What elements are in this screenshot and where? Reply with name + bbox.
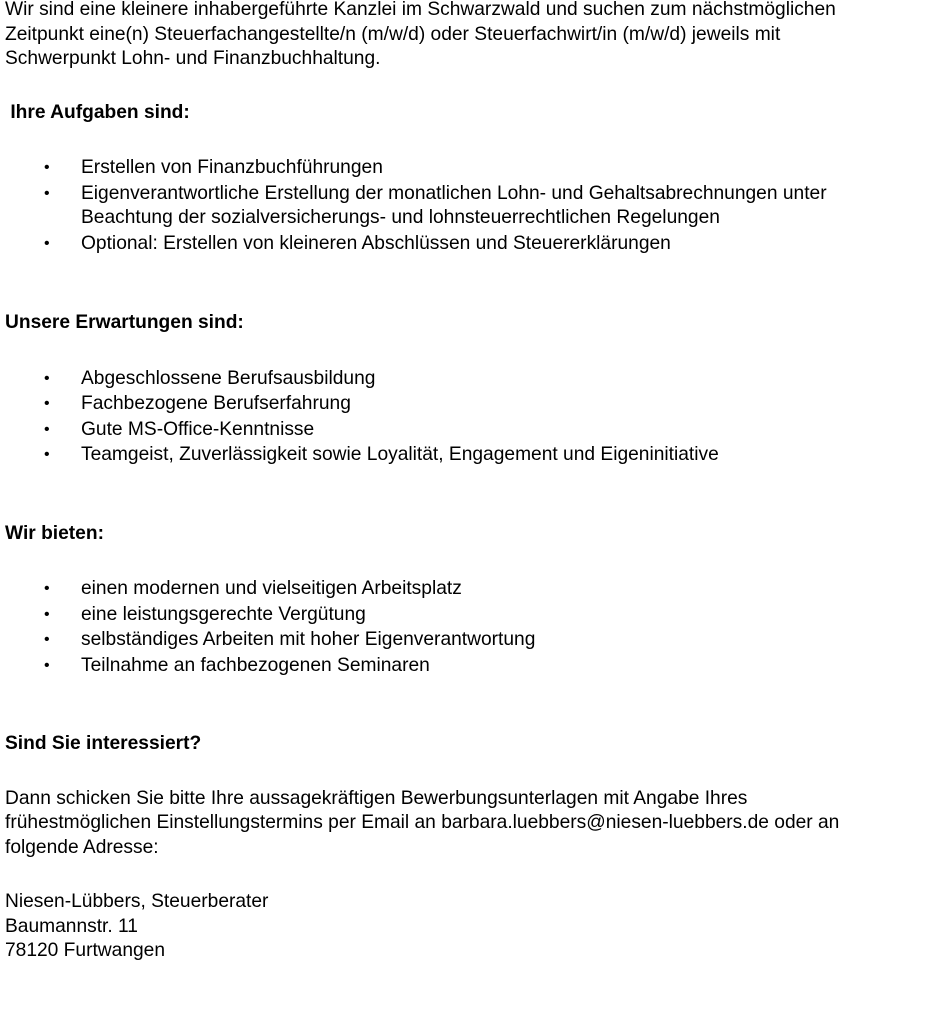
list-item-text: Optional: Erstellen von kleineren Abschlüssen und Steuererklärungen [81, 232, 671, 254]
aufgaben-list [5, 156, 930, 256]
list-item-text: einen modernen und vielseitigen Arbeitsplatz [81, 578, 462, 599]
list-item [5, 367, 930, 392]
list-item [5, 232, 930, 257]
list-item [5, 577, 930, 602]
bullet-icon: • [44, 395, 50, 412]
address-city: 78120 Furtwangen [5, 940, 166, 961]
list-item-text: Gute MS-Office-Kenntnisse [81, 418, 315, 440]
address-block [5, 890, 930, 964]
list-item [5, 418, 930, 443]
interesse-heading: Sind Sie interessiert? [5, 733, 202, 754]
intro-line: Wir sind eine kleinere inhabergeführte Kanzlei im Schwarzwald und suchen zum nächstmöglichen [5, 0, 836, 20]
list-item [5, 392, 930, 417]
list-item-text: Beachtung der sozialversicherungs- und lohnsteuerrechtlichen Regelungen [81, 207, 720, 228]
bullet-icon: • [44, 580, 50, 597]
bullet-icon: • [44, 420, 50, 438]
paragraph-line: Dann schicken Sie bitte Ihre aussagekräftigen Bewerbungsunterlagen mit Angabe Ihres [5, 787, 748, 809]
list-item-text: Abgeschlossene Berufsausbildung [81, 367, 376, 389]
aufgaben-heading: Ihre Aufgaben sind: [5, 101, 190, 123]
bieten-list [5, 577, 930, 678]
list-item-text: selbständiges Arbeiten mit hoher Eigenverantwortung [81, 629, 536, 650]
paragraph-line: frühestmöglichen Einstellungstermins per Email an barbara.luebbers@niesen-luebbers.de oder an [5, 812, 840, 833]
list-item [5, 654, 930, 679]
list-item-text: Teamgeist, Zuverlässigkeit sowie Loyalität, Engagement und Eigeninitiative [81, 444, 719, 465]
bullet-icon: • [44, 605, 50, 623]
list-item-text: Eigenverantwortliche Erstellung der monatlichen Lohn- und Gehaltsabrechnungen unter [81, 182, 827, 204]
paragraph-line: folgende Adresse: [5, 836, 159, 858]
intro-paragraph [5, 0, 930, 72]
bullet-icon: • [44, 369, 50, 387]
list-item [5, 603, 930, 628]
list-item [5, 182, 930, 231]
list-item-text: Erstellen von Finanzbuchführungen [81, 157, 383, 178]
bieten-heading: Wir bieten: [5, 522, 104, 544]
bullet-icon: • [44, 184, 50, 202]
intro-line: Schwerpunkt Lohn- und Finanzbuchhaltung. [5, 48, 381, 69]
list-item [5, 443, 930, 468]
intro-line: Zeitpunkt eine(n) Steuerfachangestellte/n (m/w/d) oder Steuerfachwirt/in (m/w/d) jeweils mit [5, 23, 781, 45]
list-item-text: eine leistungsgerechte Vergütung [81, 603, 366, 625]
application-paragraph [5, 787, 930, 861]
bullet-icon: • [44, 159, 50, 176]
address-street: Baumannstr. 11 [5, 915, 138, 937]
bullet-icon: • [44, 446, 50, 463]
list-item [5, 628, 930, 653]
erwartungen-list [5, 367, 930, 468]
bullet-icon: • [44, 656, 50, 674]
list-item-text: Fachbezogene Berufserfahrung [81, 393, 351, 414]
address-name: Niesen-Lübbers, Steuerberater [5, 891, 269, 912]
bullet-icon: • [44, 234, 50, 252]
job-posting-document [5, 0, 930, 964]
list-item-text: Teilnahme an fachbezogenen Seminaren [81, 654, 430, 676]
erwartungen-heading: Unsere Erwartungen sind: [5, 312, 244, 333]
bullet-icon: • [44, 631, 50, 648]
list-item [5, 156, 930, 181]
